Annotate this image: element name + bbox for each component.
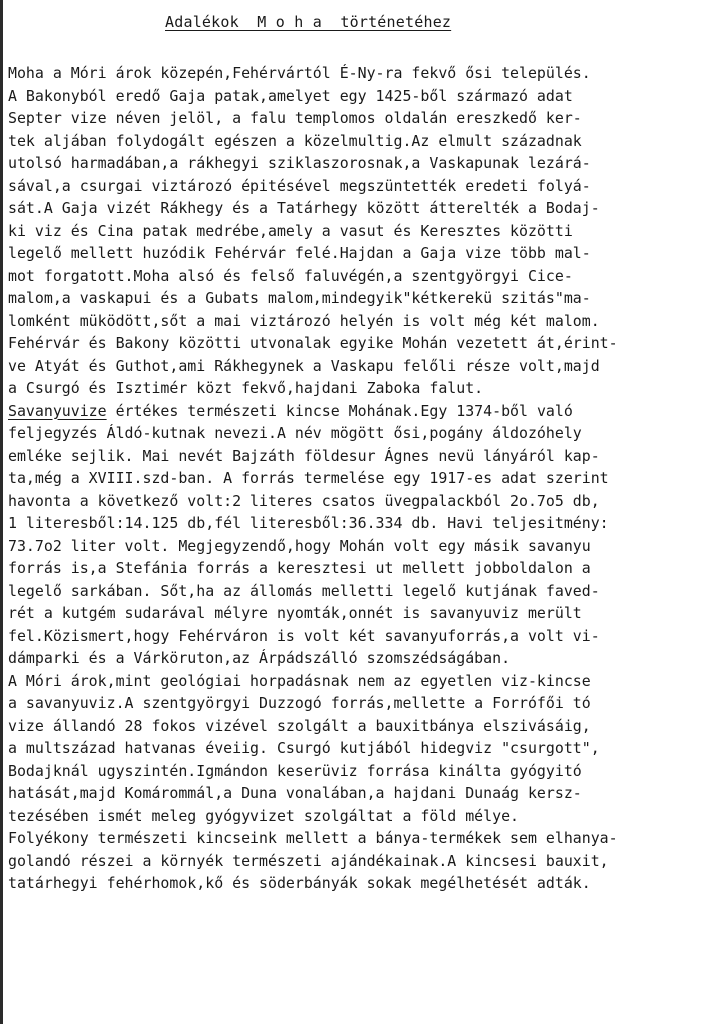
text-line: feljegyzés Áldó-kutnak nevezi.A név mögött ősi,pogány áldozóhely xyxy=(8,424,582,442)
text-line: a savanyuviz.A szentgyörgyi Duzzogó forrás,mellette a Forrófői tó xyxy=(8,694,591,712)
text-line: ta,még a XVIII.szd-ban. A forrás termelése egy 1917-es adat szerint xyxy=(8,469,609,487)
section-keyword: Savanyuvize xyxy=(8,401,107,420)
text-line: legelő sarkában. Sőt,ha az állomás melletti legelő kutjának faved- xyxy=(8,581,600,600)
page-left-edge xyxy=(0,0,3,1024)
text-line: golandó részei a környék természeti ajándékainak.A kincsesi bauxit, xyxy=(8,851,609,870)
text-line: a multszázad hatvanas éveiig. Csurgó kutjából hidegviz "csurgott", xyxy=(8,739,600,757)
text-line: ve Atyát és Guthot,ami Rákhegynek a Vaskapu felőli része volt,majd xyxy=(8,356,600,375)
text-line: havonta a következő volt:2 literes csatos üvegpalackból 2o.7o5 db, xyxy=(8,491,600,510)
text-line: vize állandó 28 fokos vizével szolgált a bauxitbánya elszivásáig, xyxy=(8,716,591,735)
text-line: sával,a csurgai viztározó épitésével megszüntették eredeti folyá- xyxy=(8,176,591,195)
text-line: sát.A Gaja vizét Rákhegy és a Tatárhegy között átterelték a Bodaj- xyxy=(8,199,600,217)
text-line: malom,a vaskapui és a Gubats malom,mindegyik"kétkerekü szitás"ma- xyxy=(8,289,591,307)
text-line: a Csurgó és Isztimér közt fekvő,hajdani Zaboka falut. xyxy=(8,379,484,397)
text-line: mot forgatott.Moha alsó és felső faluvégén,a szentgyörgyi Cice- xyxy=(8,266,573,285)
text-line: Folyékony természeti kincseink mellett a bánya-termékek sem elhanya- xyxy=(8,829,618,847)
text-line: Savanyuvize értékes természeti kincse Mohának.Egy 1374-ből való xyxy=(8,401,573,420)
text-line: rét a kutgém sudarával mélyre nyomták,onnét is savanyuviz merült xyxy=(8,604,582,622)
text-line: Moha a Móri árok közepén,Fehérvártól É-Ny-ra fekvő ősi település. xyxy=(8,64,591,82)
text-line: A Móri árok,mint geológiai horpadásnak nem az egyetlen viz-kincse xyxy=(8,671,591,690)
text-line: Bodajknál ugyszintén.Igmándon keserüviz forrása kinálta gyógyitó xyxy=(8,761,582,780)
text-line: tatárhegyi fehérhomok,kő és söderbányák sokak megélhetését adták. xyxy=(8,874,591,892)
text-line: 1 literesből:14.125 db,fél literesből:36.334 db. Havi teljesitmény: xyxy=(8,514,609,532)
text-line: forrás is,a Stefánia forrás a keresztesi ut mellett jobboldalon a xyxy=(8,559,591,577)
text-line: tezésében ismét meleg gyógyvizet szolgáltat a föld mélye. xyxy=(8,806,520,825)
text-line: A Bakonyból eredő Gaja patak,amelyet egy 1425-ből származó adat xyxy=(8,86,573,105)
text-line: tek aljában folydogált egészen a közelmultig.Az elmult századnak xyxy=(8,131,582,150)
text-line: legelő mellett huzódik Fehérvár felé.Hajdan a Gaja vize több mal- xyxy=(8,244,591,262)
text-line: fel.Közismert,hogy Fehérváron is volt két savanyuforrás,a volt vi- xyxy=(8,626,600,645)
text-line: Septer vize néven jelöl, a falu templomos oldalán ereszkedő ker- xyxy=(8,109,582,127)
text-line: utolsó harmadában,a rákhegyi sziklaszorosnak,a Vaskapunak lezárá- xyxy=(8,154,591,172)
text-line: Fehérvár és Bakony közötti utvonalak egyike Mohán vezetett át,érint- xyxy=(8,334,618,352)
document-title: Adalékok M o h a történetéhez xyxy=(165,13,452,31)
text-line: hatását,majd Komárommál,a Duna vonalában,a hajdani Dunaág kersz- xyxy=(8,784,582,802)
text-line: 73.7o2 liter volt. Megjegyzendő,hogy Mohán volt egy másik savanyu xyxy=(8,536,591,555)
text-line: emléke sejlik. Mai nevét Bajzáth földesur Ágnes nevü lányáról kap- xyxy=(8,446,600,465)
text-line: lomként müködött,sőt a mai viztározó helyén is volt még két malom. xyxy=(8,311,600,330)
document-body xyxy=(8,62,708,895)
text-line: ki viz és Cina patak medrébe,amely a vasut és Keresztes közötti xyxy=(8,221,573,240)
text-line: dámparki és a Várköruton,az Árpádszálló szomszédságában. xyxy=(8,649,511,667)
